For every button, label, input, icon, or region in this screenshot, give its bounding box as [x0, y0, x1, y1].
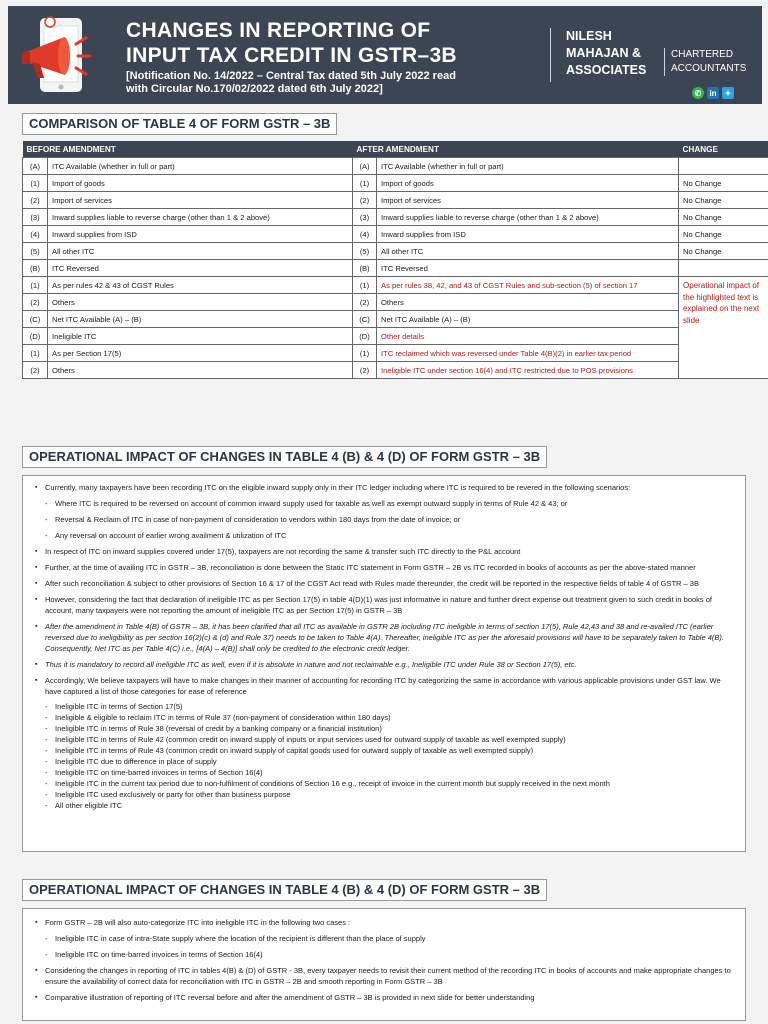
before-text-cell: Inward supplies from ISD: [48, 226, 353, 243]
change-cell: No Change: [679, 226, 768, 243]
change-header: CHANGE: [679, 141, 768, 158]
before-text-cell: All other ITC: [48, 243, 353, 260]
after-code-cell: (D): [353, 328, 377, 345]
change-cell: No Change: [679, 243, 768, 260]
after-code-cell: (B): [353, 260, 377, 277]
whatsapp-icon[interactable]: ✆: [692, 87, 704, 99]
linkedin-icon[interactable]: in: [707, 87, 719, 99]
firm-name: [566, 28, 646, 79]
before-text-cell: Ineligible ITC: [48, 328, 353, 345]
table-row: [23, 158, 768, 175]
table-row: [23, 362, 768, 379]
change-cell: No Change: [679, 209, 768, 226]
change-cell: [679, 158, 768, 175]
impact2-title: OPERATIONAL IMPACT OF CHANGES IN TABLE 4 (B) & 4 (D) OF FORM GSTR – 3B: [22, 879, 547, 901]
before-text-cell: Others: [48, 362, 353, 379]
table-row: [23, 294, 768, 311]
list-item: ▪ After such reconciliation & subject to other provisions of Section 16 & 17 of the CGST Act read with Rules made thereunder, the credit will be reported in the respective fields of table 4 of GSTR – 3B: [31, 578, 737, 589]
list-item: ▪ After the amendment in Table 4(B) of GSTR – 3B, it has been clarified that all ITC as available in GSTR 2B including ITC ineligible in terms of section 17(5), Rule 42,43 and 38 and re-availed ITC (earlier reversed due to ineligibility as per section 16(2)(c) & (d) and Rule 37) needs to be taken to Table 4(A). Thereafter, ineligible ITC as per the aforesaid provisions will have to be separately taken to Table 4(B). Consequently, Net ITC as per Table 4(C) i.e., [4(A) – 4(B)] shall only be credited to the electronic credit ledger.: [31, 621, 737, 654]
after-text-cell: Others: [377, 294, 679, 311]
list-item: ▪ Comparative illustration of reporting of ITC reversal before and after the amendment of GSTR – 3B is provided in next slide for better understanding: [31, 992, 737, 1003]
impact2-box: [22, 908, 746, 1021]
before-text-cell: Others: [48, 294, 353, 311]
comparison-table-body: [23, 158, 768, 379]
after-code-cell: (5): [353, 243, 377, 260]
before-text-cell: As per rules 42 & 43 of CGST Rules: [48, 277, 353, 294]
before-code-cell: (B): [23, 260, 48, 277]
after-text-cell: Import of goods: [377, 175, 679, 192]
after-code-cell: (C): [353, 311, 377, 328]
after-code-cell: (1): [353, 175, 377, 192]
after-text-cell: As per rules 38, 42, and 43 of CGST Rules and sub-section (5) of section 17: [377, 277, 679, 294]
after-code-cell: (3): [353, 209, 377, 226]
table-row: [23, 209, 768, 226]
table-row: [23, 328, 768, 345]
chartered-accountants-label: [664, 48, 746, 76]
after-code-cell: (1): [353, 277, 377, 294]
after-text-cell: All other ITC: [377, 243, 679, 260]
before-code-cell: (3): [23, 209, 48, 226]
firm-line-2: MAHAJAN &: [566, 46, 641, 60]
firm-line-3: ASSOCIATES: [566, 63, 647, 77]
list-item: ▪ Thus it is mandatory to record all ineligible ITC as well, even if it is absolute in nature and not reclaimable e.g., Ineligible ITC under Rule 38 or Section 17(5), etc.: [31, 659, 737, 670]
sub-list-item: - Where ITC is required to be reversed on account of common inward supply used for taxable as well as exempt outward supply in terms of Rule 42 & 43; or: [31, 498, 737, 509]
sub-list-item: - Ineligible ITC used exclusively or party for other than business purpose: [31, 789, 737, 800]
after-code-cell: (2): [353, 294, 377, 311]
before-code-cell: (C): [23, 311, 48, 328]
sub-list-item: - Any reversal on account of earlier wrong availment & utilization of ITC: [31, 530, 737, 541]
table-header-row: [23, 141, 768, 158]
sub-list-item: - Ineligible ITC due to difference in place of supply: [31, 756, 737, 767]
sub-list-item: - Ineligible ITC in case of intra-State supply where the location of the recipient is different than the place of supply: [31, 933, 737, 944]
sub-list-item: - Reversal & Reclaim of ITC in case of non-payment of consideration to vendors within 180 days from the date of invoice; or: [31, 514, 737, 525]
before-code-cell: (1): [23, 345, 48, 362]
twitter-icon[interactable]: ✦: [722, 87, 734, 99]
comparison-table: [22, 141, 768, 379]
list-item: ▪ Further, at the time of availing ITC in GSTR – 3B, reconciliation is done between the Static ITC statement in Form GSTR – 2B vs ITC recorded in books of accounts as per the above-stated manner: [31, 562, 737, 573]
ca-line-2: ACCOUNTANTS: [671, 63, 747, 74]
before-header: BEFORE AMENDMENT: [23, 141, 353, 158]
after-code-cell: (1): [353, 345, 377, 362]
impact1-box: [22, 475, 746, 852]
after-text-cell: Inward supplies liable to reverse charge (other than 1 & 2 above): [377, 209, 679, 226]
subtitle: [126, 70, 546, 96]
ca-line-1: CHARTERED: [671, 49, 734, 60]
after-code-cell: (A): [353, 158, 377, 175]
before-text-cell: Inward supplies liable to reverse charge (other than 1 & 2 above): [48, 209, 353, 226]
operational-note-cell: Operational impact of the highlighted text is explained on the next slide: [679, 277, 768, 379]
sub-list-item: - Ineligible & eligible to reclaim ITC in terms of Rule 37 (non-payment of consideration within 180 days): [31, 712, 737, 723]
impact2-list: [31, 917, 737, 1003]
sub-list-item: - Ineligible ITC on time-barred invoices in terms of Section 16(4): [31, 767, 737, 778]
title-line-2: INPUT TAX CREDIT IN GSTR–3B: [126, 44, 457, 67]
change-cell: No Change: [679, 175, 768, 192]
subtitle-line-1: [Notification No. 14/2022 – Central Tax dated 5th July 2022 read: [126, 70, 456, 82]
after-header: AFTER AMENDMENT: [353, 141, 679, 158]
table-row: [23, 345, 768, 362]
before-text-cell: Import of services: [48, 192, 353, 209]
sub-list-item: - Ineligible ITC in terms of Rule 43 (common credit on inward supply of capital goods used for outward supply of taxable as well exempted supply): [31, 745, 737, 756]
list-item: ▪ Form GSTR – 2B will also auto-categorize ITC into ineligible ITC in the following two cases :: [31, 917, 737, 928]
table-row: [23, 192, 768, 209]
before-code-cell: (2): [23, 192, 48, 209]
table-row: [23, 243, 768, 260]
list-item: ▪ Currently, many taxpayers have been recording ITC on the eligible inward supply only in their ITC ledger including where ITC is required to be revered in the following scenarios:: [31, 482, 737, 493]
after-text-cell: Net ITC Available (A) – (B): [377, 311, 679, 328]
table-row: [23, 226, 768, 243]
after-text-cell: Other details: [377, 328, 679, 345]
before-code-cell: (4): [23, 226, 48, 243]
after-code-cell: (2): [353, 192, 377, 209]
before-text-cell: ITC Available (whether in full or part): [48, 158, 353, 175]
before-code-cell: (1): [23, 175, 48, 192]
table-row: [23, 277, 768, 294]
before-code-cell: (A): [23, 158, 48, 175]
impact1-list: [31, 482, 737, 811]
megaphone-phone-icon: [22, 12, 114, 98]
sub-list-item: - Ineligible ITC in the current tax period due to non-fulfilment of conditions of Section 16 e.g., receipt of invoice in the current month but supply received in the next month: [31, 778, 737, 789]
list-item: ▪ In respect of ITC on inward supplies covered under 17(5), taxpayers are not recording the same & transfer such ITC directly to the P&L account: [31, 546, 737, 557]
after-code-cell: (2): [353, 362, 377, 379]
after-code-cell: (4): [353, 226, 377, 243]
title-line-1: CHANGES IN REPORTING OF: [126, 19, 431, 42]
change-cell: No Change: [679, 192, 768, 209]
after-text-cell: ITC Available (whether in full or part): [377, 158, 679, 175]
before-code-cell: (1): [23, 277, 48, 294]
sub-list-item: - Ineligible ITC in terms of Rule 42 (common credit on inward supply of inputs or input services used for outward supply of taxable as well exempted supply): [31, 734, 737, 745]
sub-list-item: - Ineligible ITC in terms of Rule 38 (reversal of credit by a banking company or a financial institution): [31, 723, 737, 734]
before-code-cell: (D): [23, 328, 48, 345]
header-banner: [8, 6, 762, 104]
after-text-cell: Inward supplies from ISD: [377, 226, 679, 243]
change-cell: [679, 260, 768, 277]
before-text-cell: Import of goods: [48, 175, 353, 192]
table-row: [23, 311, 768, 328]
after-text-cell: Ineligible ITC under section 16(4) and ITC restricted due to POS provisions: [377, 362, 679, 379]
page-title: [126, 18, 457, 68]
before-text-cell: As per Section 17(5): [48, 345, 353, 362]
impact1-title: OPERATIONAL IMPACT OF CHANGES IN TABLE 4 (B) & 4 (D) OF FORM GSTR – 3B: [22, 446, 547, 468]
subtitle-line-2: with Circular No.170/02/2022 dated 6th July 2022]: [126, 83, 383, 95]
before-text-cell: ITC Reversed: [48, 260, 353, 277]
before-code-cell: (5): [23, 243, 48, 260]
sub-list-item: - All other eligible ITC: [31, 800, 737, 811]
after-text-cell: ITC reclaimed which was reversed under Table 4(B)(2) in earlier tax period: [377, 345, 679, 362]
after-text-cell: ITC Reversed: [377, 260, 679, 277]
list-item: ▪ However, considering the fact that declaration of ineligible ITC as per Section 17(5) in table 4(D)(1) was just informative in nature and further direct expense out treatment given to such credit in books of account, many taxpayers were not reporting the amount of ineligible ITC as per Section 17(5) in GSTR – 3B: [31, 594, 737, 616]
social-links: [692, 87, 734, 99]
table-row: [23, 175, 768, 192]
sub-list-item: - Ineligible ITC in terms of Section 17(5): [31, 701, 737, 712]
comparison-title: COMPARISON OF TABLE 4 OF FORM GSTR – 3B: [22, 113, 337, 135]
list-item: ▪ Considering the changes in reporting of ITC in tables 4(B) & (D) of GSTR - 3B, every taxpayer needs to revisit their current method of the recording ITC in books of accounts and make appropriate changes to ensure the availability of correct data for reconciliation with ITC in GSTR – 2B and smooth reporting in Form GSTR – 3B: [31, 965, 737, 987]
after-text-cell: Import of services: [377, 192, 679, 209]
sub-list-item: - Ineligible ITC on time-barred invoices in terms of Section 16(4): [31, 949, 737, 960]
before-code-cell: (2): [23, 294, 48, 311]
firm-line-1: NILESH: [566, 29, 612, 43]
before-code-cell: (2): [23, 362, 48, 379]
list-item: ▪ Accordingly, We believe taxpayers will have to make changes in their manner of accounting for recording ITC by categorizing the same in accordance with various applicable provisions under GST law. We have captured a list of those categories for ease of reference: [31, 675, 737, 697]
header-divider: [550, 28, 551, 82]
table-row: [23, 260, 768, 277]
before-text-cell: Net ITC Available (A) – (B): [48, 311, 353, 328]
